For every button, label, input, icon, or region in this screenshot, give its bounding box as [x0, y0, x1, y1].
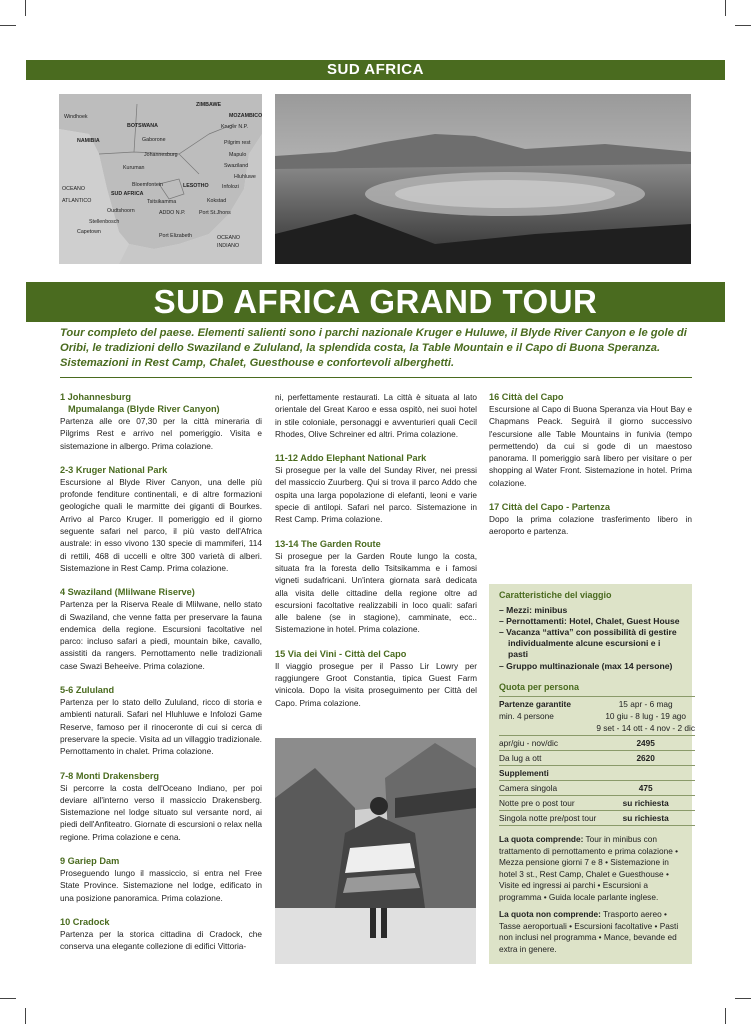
crop-mark	[25, 0, 26, 16]
table-row	[499, 781, 695, 796]
info-box	[489, 584, 696, 964]
row-value: su richiesta	[596, 796, 695, 811]
comprende-text	[499, 834, 682, 903]
map-label: BOTSWANA	[127, 123, 158, 129]
map-label: NAMIBIA	[77, 138, 100, 144]
map-label: Oudtshoorn	[107, 208, 135, 214]
map-label: OCEANO	[62, 186, 85, 192]
day-text: ni, perfettamente restaurati. La città è situata al lato orientale del Great Karoo e essa ospitò, nei suoi hotel in stile coloniale, personaggi e avventurieri quali Cecil Rhodes, Olive Schreiner ed altri. Prima colazione.	[275, 392, 477, 439]
features-title: Caratteristiche del viaggio	[499, 590, 612, 600]
crop-mark	[735, 998, 751, 999]
day-heading: 13-14 The Garden Route	[275, 538, 381, 549]
table-row	[499, 796, 695, 811]
intro-text: Tour completo del paese. Elementi salienti sono i parchi nazionale Kruger e Huluwe, il Blyde River Canyon e le gole di Oribi, le tradizioni dello Swaziland e Zululand, la splendida costa, la Table Mountain e il Capo di Buona Speranza. Sistemazioni in Rest Camp, Chalet, Guesthouse e confortevoli alberghetti.	[60, 327, 687, 369]
map-label: OCEANO	[217, 235, 240, 241]
price-table	[499, 696, 695, 826]
partenze-dates: 9 set - 14 ott - 4 nov - 2 dic	[596, 723, 696, 734]
divider	[60, 377, 692, 378]
crop-mark	[0, 25, 16, 26]
row-value: 2495	[596, 736, 695, 751]
quota-title: Quota per persona	[499, 681, 580, 692]
day-text: Partenza per la storica cittadina di Cradock, che conserva una elegante collezione di edifici Vittoria-	[60, 928, 262, 952]
map-label: Gaborone	[142, 137, 166, 143]
map-label: ZIMBAWE	[196, 102, 222, 108]
itinerary-column-2	[275, 391, 477, 721]
comprende-body: Tour in minibus con trattamento di pernottamento e prima colazione • Mezza pensione giorni 7 e 8 • Sistemazione in hotel 3 st., Rest Camp, Chalet e Guesthouse • Visite ed ingressi ai parchi • Escursioni a programma • Guida locale parlante inglese.	[499, 834, 679, 902]
day-text: Escursione al Blyde River Canyon, una delle più profonde fenditure continentali, e di altre formazioni geologiche quali le marmitte dei giganti di Bourkes. Arrivo al Parco Kruger. Il pomeriggio ed il giorno seguente safari nel parco, il più vasto dell'Africa australe: in esso vivono 130 specie di mammiferi, 114 di rettili, 468 di uccelli e oltre 300 varietà di alberi. Sistemazione in Rest Camp. Prima colazione.	[60, 476, 262, 573]
partenze-dates: 10 giu - 8 lug - 19 ago	[605, 711, 687, 722]
table-row	[499, 736, 695, 751]
partenze-dates: 15 apr - 6 mag	[618, 699, 673, 710]
day-heading: 10 Cradock	[60, 916, 110, 927]
day-text: Proseguendo lungo il massiccio, si entra nel Free State Province. Sistemazione nel lodge, edificato in una posizione panoramica. Prima colazione.	[60, 868, 262, 903]
day-heading: 1 Johannesburg	[60, 392, 131, 402]
table-row	[499, 751, 695, 766]
day-text: Dopo la prima colazione trasferimento libero in aeroporto e partenza.	[489, 514, 692, 537]
map-label: Kokstad	[207, 198, 227, 204]
day-text: Si prosegue per la Garden Route lungo la costa, situata fra la foresta dello Tsitsikamma e i famosi vigneti sudafricani. Un'intera giornata sarà dedicata alla visita delle cittadine della regione oltre ad escursioni facoltative realizzabili in loco quali: safari alle balene (se in stagione), camminate, ecc.. Sistemazione in hotel. Prima colazione.	[275, 550, 477, 635]
day-text: Il viaggio prosegue per il Passo Lir Lowry per raggiungere Groot Constantia, tipica Guest Farm vinicola. Dopo la visita proseguimento per Città del Capo. Prima colazione.	[275, 660, 477, 708]
row-value: 2620	[596, 751, 695, 766]
feature-item: – Gruppo multinazionale (max 14 persone)	[499, 660, 673, 671]
row-value: 475	[596, 781, 695, 796]
crop-mark	[25, 1008, 26, 1024]
day-heading: 15 Via dei Vini - Città del Capo	[275, 648, 407, 659]
map-label: Windhoek	[64, 114, 88, 120]
itinerary-column-1	[60, 391, 262, 965]
table-cell	[596, 697, 695, 736]
map-label: INDIANO	[217, 243, 240, 249]
non-comprende-body: Trasporto aereo • Tasse aeroportuali • Escursioni facoltative • Pasti non inclusi nel programma • Mance, bevande ed extra in genere.	[499, 909, 679, 954]
table-row	[499, 697, 695, 736]
map-label: Capetown	[77, 229, 101, 235]
day-heading: 16 Città del Capo	[489, 392, 564, 402]
map-label: ADDO N.P.	[159, 210, 186, 216]
day-heading: 9 Gariep Dam	[60, 856, 120, 867]
table-row	[499, 766, 695, 781]
row-label: Notte pre o post tour	[499, 796, 596, 811]
day-heading: 2-3 Kruger National Park	[60, 464, 168, 475]
day-text: Si percorre la costa dell'Oceano Indiano, per poi deviare all'interno verso il massiccio Drakensberg. Sistemazione nel lodge situato sul versante nord, ai piedi dell'Anfiteatro. Giornate di escursioni o relax nella regione. Prima colazione e cena.	[60, 782, 262, 842]
map-label: Kruger N.P.	[221, 124, 248, 130]
partenze-label: Partenze garantite	[499, 699, 571, 710]
village-photo	[275, 738, 476, 964]
crop-mark	[735, 25, 751, 26]
map-label: Tsitsikamma	[147, 199, 177, 205]
feature-item: – Mezzi: minibus	[499, 604, 568, 615]
row-value: su richiesta	[596, 811, 695, 826]
row-label: apr/giu - nov/dic	[499, 736, 596, 751]
day-subheading: Mpumalanga (Blyde River Canyon)	[68, 404, 220, 414]
non-comprende-text	[499, 909, 682, 955]
map-label: Kuruman	[123, 165, 145, 171]
day-text: Partenza per lo stato dello Zululand, ricco di storia e ambienti naturali. Safari nel Hluhluwe e Infolozi Game Reserve, famoso per il rinoceronte di cui si cerca di preservare la specie. Visita ad un villaggio tradizionale. Pernottamento in chalet. Prima colazione.	[60, 697, 262, 757]
day-text: Escursione al Capo di Buona Speranza via Hout Bay e Chapmans Peack. Seguirà il giorno successivo l'escursione alle Table Mountains in funivia (tempo permettendo) da cui si gode di un maestoso panorama. Il pomeriggio sarà libero per visitare o per shopping al Water Front. Sistemazione in hotel. Prima colazione.	[489, 404, 692, 488]
map-label: MOZAMBICO	[229, 113, 262, 119]
day-text: Partenza per la Riserva Reale di Mlilwane, nello stato di Swaziland, che venne fatta per preservare la fauna endemica della regione. Escursioni facoltative nel parco: incluso safari a piedi, mountain bike, cavallo, assistiti da rangers. Pernottamento nelle tradizionali case Swazi Beheeive. Prima colazione.	[60, 599, 262, 671]
landscape-photo	[275, 94, 691, 264]
map-label: Port Elizabeth	[159, 233, 192, 239]
map-label: Swaziland	[224, 163, 249, 169]
comprende-label: La quota comprende:	[499, 834, 584, 845]
supplementi-label: Supplementi	[499, 766, 695, 781]
day-text: Partenza alle ore 07,30 per la città mineraria di Pilgrims Rest e arrivo nel pomeriggio. Visita e sistemazione in albergo. Prima colazione.	[60, 416, 262, 451]
itinerary-column-3	[489, 391, 692, 550]
map-label: Infolozi	[222, 184, 239, 190]
table-row	[499, 811, 695, 826]
map-label: ATLANTICO	[62, 198, 92, 204]
day-heading: 11-12 Addo Elephant National Park	[275, 453, 427, 464]
day-heading: 4 Swaziland (Mlilwane Riserve)	[60, 587, 195, 598]
map-label: Hluhluwe	[234, 174, 256, 180]
crop-mark	[725, 0, 726, 16]
partenze-min: min. 4 persone	[499, 711, 554, 722]
map-image	[59, 94, 262, 264]
map-label: Mapulo	[229, 152, 247, 158]
day-heading: 5-6 Zululand	[60, 685, 115, 696]
map-label: SUD AFRICA	[111, 191, 144, 197]
map-label: Bloemfontein	[132, 182, 163, 188]
row-label: Singola notte pre/post tour	[499, 811, 596, 826]
day-heading: 17 Città del Capo - Partenza	[489, 502, 610, 513]
features-list	[499, 605, 682, 672]
table-cell	[499, 697, 596, 736]
feature-item: – Vacanza “attiva” con possibilità di gestire individualmente alcune escursioni e i pasti	[499, 626, 677, 660]
crop-mark	[0, 998, 16, 999]
map-label: Port St.Jhons	[199, 210, 231, 216]
crop-mark	[725, 1008, 726, 1024]
map-label: Johannesburg	[144, 152, 178, 158]
day-heading: 7-8 Monti Drakensberg	[60, 770, 160, 781]
row-label: Camera singola	[499, 781, 596, 796]
region-header: SUD AFRICA	[26, 60, 725, 80]
day-text: Si prosegue per la valle del Sunday River, nei pressi del massiccio Zuurberg. Qui si trova il parco Addo che ospita una larga popolazione di elefanti, leoni e varie specie di antilopi. Safari nel parco. Sistemazione in Rest Camp. Prima colazione.	[275, 465, 477, 525]
map-label: Pilgrim rest	[224, 140, 251, 146]
map-label: Stellenbosch	[89, 219, 120, 225]
non-comprende-label: La quota non comprende:	[499, 909, 601, 920]
map-label: LESOTHO	[183, 183, 209, 189]
feature-item: – Pernottamenti: Hotel, Chalet, Guest House	[499, 615, 680, 626]
tour-title: SUD AFRICA GRAND TOUR	[26, 282, 725, 322]
row-label: Da lug a ott	[499, 751, 596, 766]
